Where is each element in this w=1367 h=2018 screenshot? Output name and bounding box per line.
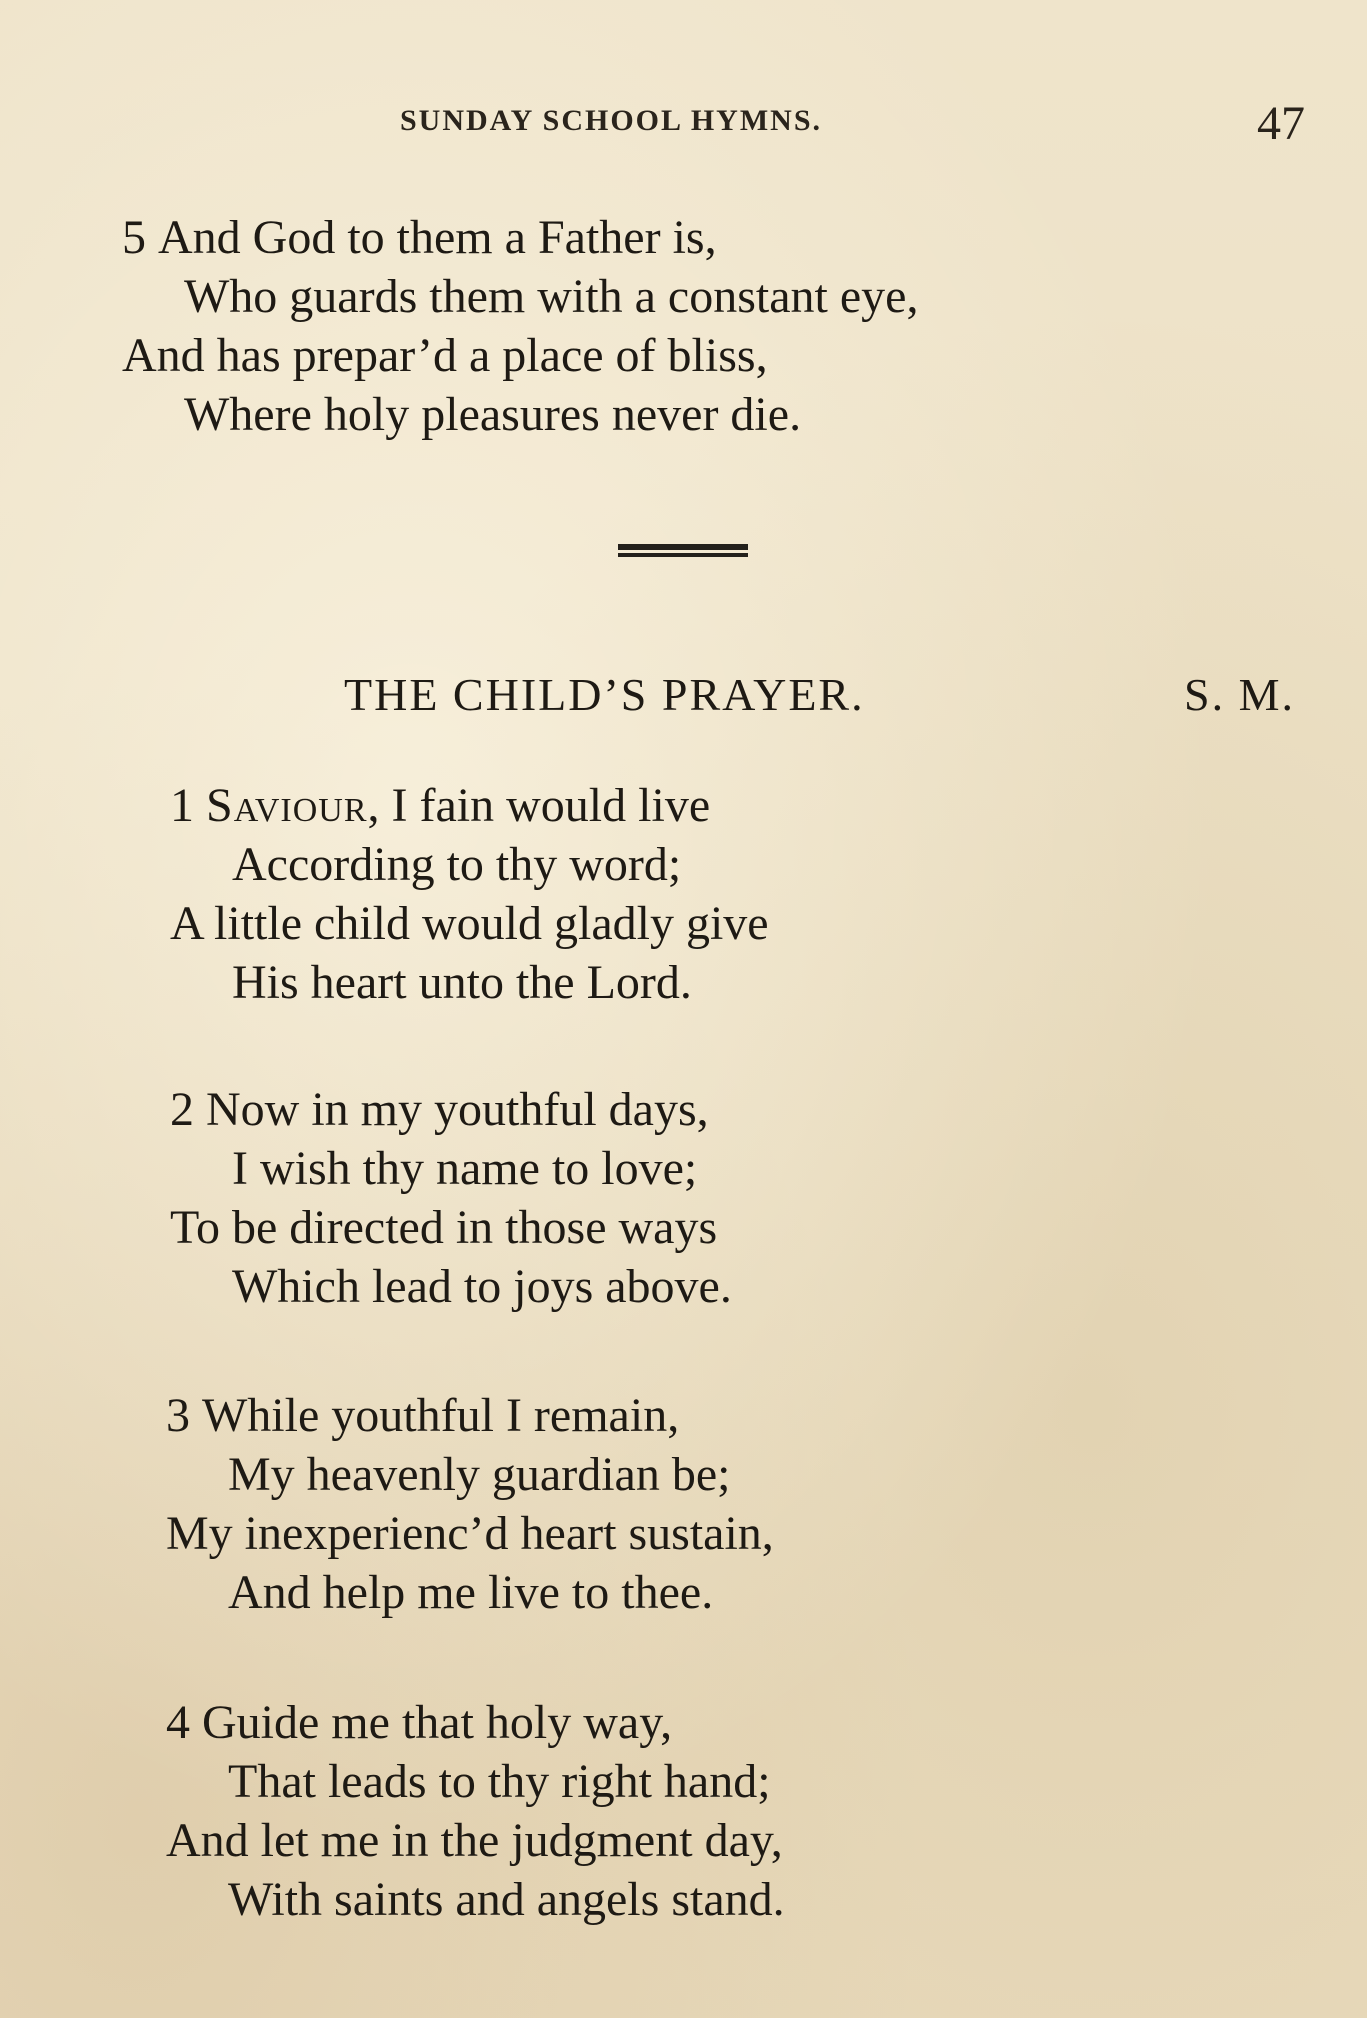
stanza-line: 4 Guide me that holy way, [166,1696,673,1749]
stanza-number: 1 [170,779,194,832]
stanza-number: 2 [170,1083,194,1136]
stanza-line: And has prepar’d a place of bliss, [122,329,768,382]
stanza-number: 5 [122,211,146,264]
stanza-line: 2 Now in my youthful days, [170,1083,709,1136]
stanza-line: Who guards them with a constant eye, [184,270,919,323]
hymn-meter: S. M. [1184,669,1295,720]
stanza-line: And let me in the judgment day, [166,1814,783,1867]
stanza-line: His heart unto the Lord. [232,956,692,1009]
stanza-line: I wish thy name to love; [232,1142,698,1195]
stanza-line: And help me live to thee. [228,1566,714,1619]
stanza-number: 4 [166,1696,190,1749]
hymn-stanza-3 [166,1386,774,1622]
stanza-line: My inexperienc’d heart sustain, [166,1507,774,1560]
stanza-line: To be directed in those ways [170,1201,718,1254]
stanza-line: 3 While youthful I remain, [166,1389,680,1442]
stanza-line: My heavenly guardian be; [228,1448,731,1501]
stanza-number: 3 [166,1389,190,1442]
hymn-stanza-2 [170,1080,732,1316]
hymn-stanza-4 [166,1693,785,1929]
stanza-line: According to thy word; [232,838,682,891]
first-word-small-caps: Saviour [206,779,368,832]
stanza-line: 1 Saviour, I fain would live [170,779,711,832]
running-head: SUNDAY SCHOOL HYMNS. [400,104,823,137]
hymn-stanza-1 [170,776,769,1012]
stanza-line: That leads to thy right hand; [228,1755,771,1808]
stanza-line: A little child would gladly give [170,897,769,950]
section-divider-rule [618,544,748,560]
previous-hymn-stanza-5 [122,208,918,444]
stanza-line: 5 And God to them a Father is, [122,211,717,264]
page-number: 47 [1257,97,1305,150]
stanza-line: Where holy pleasures never die. [184,388,802,441]
stanza-line: Which lead to joys above. [232,1260,732,1313]
hymn-title: THE CHILD’S PRAYER. [344,669,865,720]
stanza-line: With saints and angels stand. [228,1873,785,1926]
